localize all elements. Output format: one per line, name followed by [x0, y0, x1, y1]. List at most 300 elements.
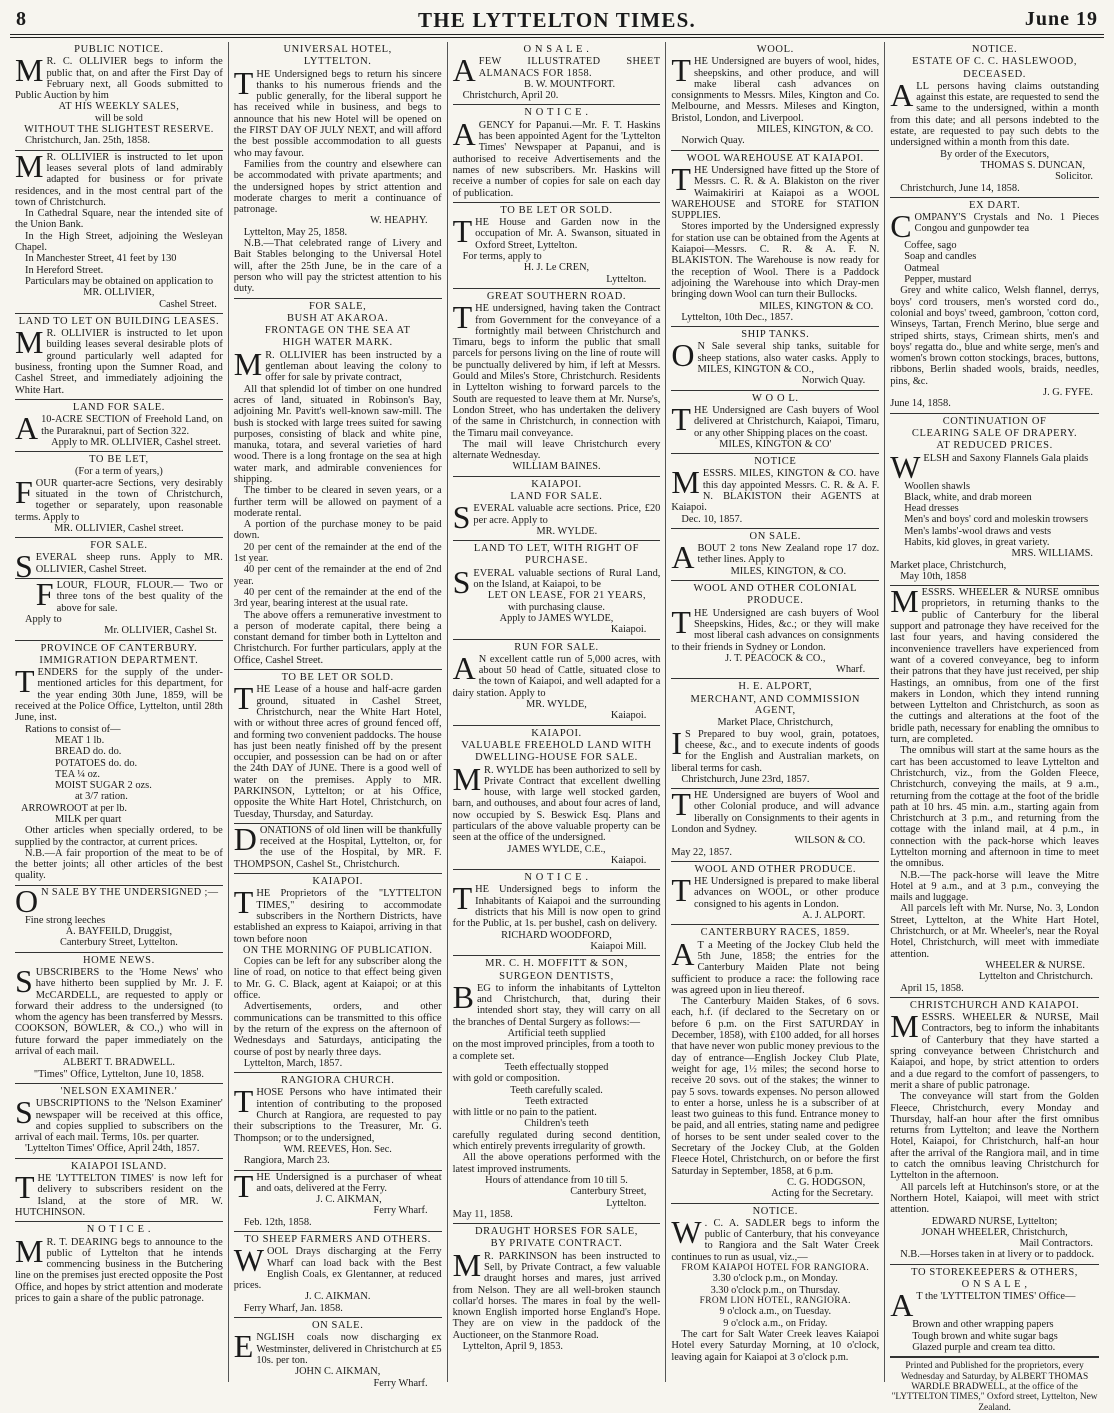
advert — [234, 874, 442, 1073]
advert — [15, 576, 223, 640]
advert-body: AGENCY for Papanui.—Mr. F. T. Haskins has been appointed Agent for the 'Lyttelton Times' Newspaper at Papanui, and is authorised to receive Advertisements and the names of new subscribers. Mr. Haskins will receive a number of copies for sale on each day of publication. — [452, 115, 661, 199]
advert-signature: Kaiapoi. — [610, 710, 647, 722]
list-item: POTATOES do. do. — [55, 757, 138, 769]
advert-heading: BUSH AT AKAROA. — [287, 312, 389, 324]
list-item: Habits, kid gloves, in great variety. — [904, 536, 1050, 548]
list-item: MOIST SUGAR 2 ozs. — [55, 780, 152, 792]
list-item: MEAT 1 lb. — [55, 734, 105, 746]
drop-cap: T — [671, 160, 691, 197]
advert-heading: KAIAPOI ISLAND. — [70, 1160, 167, 1172]
advert-body: O N SALE BY THE UNDERSIGNED ;— — [15, 882, 219, 919]
advert-line: Market place, Christchurch, — [890, 559, 1007, 571]
advert-heading: RANGIORA CHURCH. — [280, 1075, 395, 1087]
advert — [453, 1224, 661, 1355]
advert-signature: J. C. AIKMAN, — [316, 1194, 382, 1206]
advert-line: For terms, apply to — [462, 251, 542, 263]
advert-signature: EDWARD NURSE, Lyttelton; — [931, 1215, 1058, 1227]
advert-signature: Canterbury Street, Lyttelton. — [59, 937, 178, 949]
advert-line: with purchasing clause. — [508, 601, 605, 613]
drop-cap: W — [890, 448, 921, 485]
issue-date: June 19 — [1024, 8, 1098, 30]
drop-cap: T — [15, 1169, 35, 1206]
advert-body: O N Sale several ship tanks, suitable for sheep stations, also water casks. Apply to MILES, KINGTON & CO., — [671, 337, 880, 376]
advert-line: Stores imported by the Undersigned expressly for station use can be obtained from the Agents at Kaiapoi—Messrs. C. R. & A. F. N. BLAKISTON. The Warehouse is now ready for the reception of Wool. There is a Paddock adjoining the Warehouse into which Dray-men bringing down Wool can turn their Bullocks. — [671, 221, 880, 301]
advert-signature: RICHARD WOODFORD, — [501, 929, 612, 941]
advert-date: Dec. 10, 1857. — [681, 513, 743, 525]
drop-cap: T — [233, 1083, 254, 1120]
list-item: on the most improved principles, from a tooth to a complete set. — [452, 1039, 655, 1062]
columns — [10, 42, 1104, 1413]
drop-cap: M — [15, 147, 44, 184]
advert-body: W . C. A. SADLER begs to inform the public of Canterbury, that his conveyance to Rangiora and the Salt Water Creek continues to run as usual, viz.,— — [671, 1213, 880, 1263]
advert-heading: NOTICE. — [752, 1205, 798, 1217]
drop-cap: M — [890, 583, 919, 620]
advert-heading: AT REDUCED PRICES. — [936, 440, 1053, 452]
advert-body: FOUR quarter-acre Sections, very desirably situated in the town of Christchurch, together or separately, upon reasonable terms. Apply to — [15, 473, 223, 523]
advert-signature: Mr. OLLIVIER, Cashel St. — [104, 625, 217, 637]
advert — [233, 820, 442, 874]
advert-body: WELSH and Saxony Flannels Gala plaids — [890, 448, 1089, 485]
advert — [671, 42, 879, 151]
advert — [15, 452, 223, 538]
advert-heading: MERCHANT, AND COMMISSION AGENT, — [690, 693, 861, 717]
drop-cap: E — [233, 1328, 254, 1365]
advert — [453, 289, 661, 477]
goods-list — [890, 240, 1099, 285]
advert-body: DONATIONS of old linen will be thankfully received at the Hospital, Lyttelton, or, for the use of the Hospital, by MR. F. THOMPSON, Cashel St., Christchurch. — [233, 820, 442, 870]
advert — [671, 454, 879, 529]
advert-signature: Mail Contractors. — [1019, 1238, 1093, 1250]
advert-signature: Kaiapoi. — [610, 624, 647, 636]
advert-body: THE undersigned, having taken the Contract from Government for the conveyance of a fortnightly mail between Christchurch and Timaru, begs to inform the public that small parcels for persons living on the line of route will be punctually delivered by him, if left at Messrs. Gould and Miles's Store, Christchurch. Residents in Lyttelton wishing to forward parcels to the South are requested to leave them at Mr. Nurse's, London Street, who has undertaken the delivery of the same in Christchurch, in connection with the Timaru mail conveyance. — [452, 299, 661, 439]
advert-heading: N O T I C E . — [524, 872, 589, 884]
advert-line: Other articles when specially ordered, to be supplied by the contractor, at current prices. — [15, 825, 223, 848]
advert-body: M R. OLLIVIER is instructed to let upon building leases several desirable plots of ground particularly well adapted for business, fronting upon the Sumner Road, and Cashel Street, and immediately adjoining the White Hart. — [15, 324, 223, 396]
advert — [671, 786, 880, 862]
advert-heading: EX DART. — [968, 199, 1021, 211]
advert-heading: W O O L. — [751, 392, 799, 404]
drop-cap: F — [15, 473, 33, 510]
drop-cap: A — [671, 539, 695, 576]
advert-heading: IMMIGRATION DEPARTMENT. — [39, 654, 199, 666]
advert-body: SEVERAL sheep runs. Apply to MR. OLLIVIER, Cashel Street. — [15, 548, 223, 585]
advert-signature: Solicitor. — [1055, 171, 1093, 183]
advert — [15, 314, 223, 400]
drop-cap: M — [452, 760, 482, 797]
advert-signature: MR. OLLIVIER, — [83, 287, 155, 299]
advert — [15, 42, 223, 151]
advert-heading: 'NELSON EXAMINER.' — [60, 1085, 178, 1097]
advert-date: Christchurch, June 14, 1858. — [900, 182, 1020, 194]
advert-signature: WHEELER & NURSE. — [985, 959, 1085, 971]
advert — [15, 147, 223, 314]
drop-cap: F — [35, 576, 54, 613]
advert-body: SUBSCRIPTIONS to the 'Nelson Examiner' newspaper will be received at this office, and copies supplied to subscribers on the arrival of each mail. Terms, 10s. per quarter. — [15, 1094, 223, 1144]
advert-signature: Norwich Quay. — [681, 135, 745, 147]
drop-cap: W — [233, 1242, 264, 1279]
list-item: Tough brown and white sugar bags — [912, 1330, 1058, 1342]
advert-line: N.B.—A fair proportion of the meat to be of the better joints; all other articles of the best quality. — [15, 847, 223, 882]
advert-body: I S Prepared to buy wool, grain, potatoes, cheese, &c., and to execute indents of goods for the English and Australian markets, on liberal terms for cash. — [671, 724, 880, 774]
drop-cap: T — [15, 663, 35, 700]
drop-cap: A — [890, 76, 914, 113]
column-1 — [10, 42, 229, 1382]
advert-heading: WOOL AND OTHER COLONIAL — [693, 583, 858, 595]
list-item: Teeth extracted — [524, 1095, 588, 1107]
goods-list — [890, 1319, 1099, 1353]
list-item: at 3/7 ration. — [75, 791, 128, 803]
drop-cap: T — [671, 400, 691, 437]
advert-line: A portion of the purchase money to be paid down. — [233, 519, 442, 542]
advert — [15, 641, 223, 886]
advert — [234, 670, 442, 824]
advert-date: April 15, 1858. — [900, 982, 964, 994]
advert-date: Lyttelton, May 25, 1858. — [243, 226, 348, 238]
list-item: with gold or composition. — [452, 1073, 560, 1085]
advert-body: M R. T. DEARING begs to announce to the public of Lyttelton that he intends commencing business in the Butchering line on the premises just erected opposite the Post Office, and hopes by strict attention and moderate prices to gain a share of the public patronage. — [15, 1232, 223, 1304]
advert — [453, 726, 661, 871]
advert-heading: LAND FOR SALE. — [72, 401, 165, 413]
list-item: Children's teeth — [524, 1118, 589, 1130]
advert-signature: B. W. MOUNTFORT. — [524, 78, 616, 90]
advert — [453, 870, 661, 956]
advert-heading: TO BE LET OR SOLD. — [281, 672, 394, 684]
advert-line: The omnibus will start at the same hours as the cart has been accustomed to leave Lyttelton and Christchurch, viz., from the Golden Fleece, Christchurch, conveying the mails, at 9 a.m., returning from the cottage at the foot of the bridle path at 10 hrs. 45 min. a.m., starting again from Christchurch at 3 p.m., and returning from the cottage with the inland mail, at 4 p.m., in connection with the pack-horse which leaves Lyttelton morning and afternoon in time to meet the omnibus. — [890, 745, 1099, 870]
advert-body: TENDERS for the supply of the under-mentioned articles for this department, for the year ending 30th June, 1859, will be received at the Police Office, Lyttelton, until 28th June, inst. — [15, 663, 223, 724]
advert-heading: WOOL. — [756, 44, 794, 55]
ration-list — [15, 735, 223, 825]
drop-cap: W — [671, 1213, 702, 1250]
advert-date: May 11, 1858. — [452, 1208, 513, 1220]
list-item: Coffee, sago — [904, 240, 957, 252]
advert-body: WOOL Drays discharging at the Ferry Wharf can load back with the Best English Coals, ex Glentanner, at reduced prices. — [233, 1242, 442, 1292]
advert-line: ON THE MORNING OF PUBLICATION. — [242, 944, 433, 956]
drop-cap: M — [15, 52, 44, 89]
advert-line: By order of the Executors, — [940, 148, 1050, 160]
drop-cap: C — [890, 208, 912, 245]
advert-date: Feb. 12th, 1858. — [243, 1216, 312, 1228]
advert-body: A 10-ACRE SECTION of Freehold Land, on the Puraraknui, part of Section 322. — [15, 410, 223, 447]
advert-signature: C. G. HODGSON, — [786, 1176, 866, 1188]
advert-heading: TO BE LET OR SOLD. — [500, 204, 613, 216]
drop-cap: T — [671, 52, 691, 89]
advert-heading: O N S A L E . — [523, 44, 590, 55]
timetable-line: 3.30 o'clock p.m., on Thursday. — [710, 1284, 840, 1296]
advert-signature: MR. WYLDE, — [526, 699, 587, 711]
advert-signature: WM. REEVES, Hon. Sec. — [283, 1143, 392, 1155]
advert — [671, 925, 879, 1203]
list-item: Woollen shawls — [904, 480, 971, 492]
drop-cap: A — [671, 935, 695, 972]
list-item: TEA ¼ oz. — [55, 768, 101, 780]
advert-heading: ESTATE OF C. C. HASLEWOOD, — [912, 56, 1078, 68]
drop-cap: T — [452, 213, 473, 250]
advert-body: THOSE Persons who have intimated their intention of contributing to the proposed Church at Rangiora, are requested to pay their subscriptions to the Treasurer, Mr. G. Thompson; or to the undersigned, — [233, 1083, 442, 1144]
advert-body: THE Undersigned is prepared to make liberal advances on WOOL, or other produce consigned to his agents in London. — [671, 872, 880, 910]
advert — [453, 477, 661, 541]
advert-body: ENGLISH coals now discharging ex Westminster, delivered in Christchurch at £5 10s. per ton. — [233, 1328, 442, 1366]
advert-line: Rations to consist of— — [25, 723, 121, 735]
advert-heading: PROVINCE OF CANTERBURY. — [40, 642, 198, 654]
advert — [890, 583, 1099, 998]
advert — [453, 640, 661, 726]
list-item: Head dresses — [904, 503, 959, 515]
advert-heading: ON SALE. — [749, 530, 802, 542]
advert-heading: PUBLIC NOTICE. — [74, 44, 164, 55]
advert-heading: TO SHEEP FARMERS AND OTHERS. — [244, 1233, 432, 1245]
advert-signature: MR. WYLDE. — [536, 525, 598, 537]
advert-heading: NOTICE — [754, 456, 797, 468]
page-number: 8 — [16, 8, 26, 30]
advert-body: THE House and Garden now in the occupation of Mr. A. Swanson, situated in Oxford Street, Lyttelton. — [452, 213, 661, 251]
drop-cap: S — [452, 563, 471, 600]
advert — [671, 327, 879, 390]
advert — [671, 862, 879, 925]
advert-line: Hours of attendance from 10 till 5. — [485, 1174, 628, 1186]
advert-heading: MR. C. H. MOFFITT & SON, — [485, 958, 628, 970]
advert-line: Particulars may be obtained on application to — [25, 275, 214, 287]
advert-body: AFEW ILLUSTRATED SHEET ALMANACS FOR 1858. — [452, 52, 661, 89]
advert-date: Christchurch, Jan. 25th, 1858. — [25, 135, 150, 147]
timetable-line: 9 o'clock a.m., on Friday. — [723, 1317, 828, 1329]
advert — [234, 299, 442, 671]
advert-body: THE Lease of a house and half-acre garden ground, situated in Cashel Street, Christchurch, near the White Hart Hotel, with or without three acres of ground fenced off, and forming two convenient paddocks. The house has just been neatly finished off by the present occupier, and possession can be had on or after the 24th DAY of JUNE. There is a good well of water on the premises. Apply to MR. PARKINSON, Lyttelton; or at his Office, opposite the White Hart Hotel, Christchurch, on Tuesday, Thursday, and Saturday. — [233, 680, 442, 820]
advert-line: All parcels left at Hutchinson's store, or at the Northern Hotel, Kaiapoi, will meet with strict attention. — [890, 1181, 1099, 1216]
advert-body: COMPANY'S Crystals and No. 1 Pieces Congou and gunpowder tea — [890, 208, 1099, 245]
drop-cap: A — [452, 649, 476, 686]
advert-heading: SHIP TANKS. — [741, 329, 810, 341]
advert — [234, 42, 442, 299]
advert-date: May 22, 1857. — [671, 846, 732, 858]
advert-line: LET ON LEASE, FOR 21 YEARS, — [487, 590, 646, 602]
advert-heading: PRODUCE. — [747, 595, 804, 607]
advert-heading: H. E. ALPORT, — [738, 681, 813, 693]
drop-cap: M — [890, 1008, 919, 1045]
advert-signature: Norwich Quay. — [801, 375, 866, 387]
advert — [15, 538, 223, 585]
drop-cap: A — [452, 115, 476, 152]
advert-body: M R. C. OLLIVIER begs to inform the public that, on and after the First Day of February next, all Goods submitted to Public Auction by him — [15, 52, 223, 102]
advert-heading: RUN FOR SALE. — [514, 641, 599, 653]
advert-signature: Lyttelton and Christchurch. — [978, 971, 1093, 983]
advert-signature: Ferry Wharf. — [373, 1205, 428, 1217]
advert-signature: Acting for the Secretary. — [771, 1188, 874, 1200]
advert-line: 40 per cent of the remainder at the end of 2nd year. — [233, 564, 442, 587]
list-item: Pepper, mustard — [904, 274, 972, 286]
advert-signature: Cashel Street. — [159, 298, 217, 310]
advert-heading: SURGEON DENTISTS, — [499, 970, 614, 982]
drop-cap: T — [233, 64, 254, 101]
advert-heading: NOTICE. — [971, 44, 1018, 55]
advert — [671, 151, 879, 327]
advert — [453, 541, 661, 639]
advert — [453, 105, 661, 202]
advert-signature: JAMES WYLDE, C.E., — [507, 843, 606, 855]
drop-cap: T — [671, 603, 691, 640]
advert-line: 20 per cent of the remainder at the end of the 1st year. — [233, 541, 442, 565]
advert — [15, 1222, 223, 1307]
advert-line: The timber to be cleared in seven years, or a further term will be allowed on payment of a moderate rental. — [233, 485, 442, 519]
advert-heading: CLEARING SALE OF DRAPERY. — [911, 427, 1078, 439]
advert-signature: MILES, KINGTON, & CO. — [756, 124, 874, 136]
advert-line: In Manchester Street, 41 feet by 130 — [25, 253, 177, 265]
advert-signature: MILES, KINGTON & CO' — [719, 438, 832, 450]
advert — [453, 956, 661, 1224]
advert-subheading: (For a term of years,) — [75, 466, 163, 478]
column-5 — [885, 42, 1104, 1413]
advert-heading: CANTERBURY RACES, 1859. — [700, 927, 850, 939]
list-item: MILK per quart — [55, 814, 122, 825]
list-item: Soap and candles — [904, 251, 977, 263]
advert-date: Lyttelton, March, 1857. — [243, 1057, 343, 1069]
advert-line: All that splendid lot of timber on one hundred acres of land, situated in Robinson's Bay, adjoining Mr. Pavitt's well-known saw-mill. The bush is stocked with large trees suited for sawing purposes, consisting of black and white pine, manuka, totara, and several varieties of hard wood. There is a long frontage on the sea at high water mark, and admirable conveniences for shipping. — [233, 383, 442, 485]
advert-line: The conveyance will start from the Golden Fleece, Christchurch, every Monday and Thursday, half-an hour after the first omnibus returns from Lyttelton; and leave the Northern Hotel, Kaiapoi, for Christchurch, half-an hour after the arrival of the Rangiora mail, and in time to catch the omnibus leaving Christchurch for Lyttelton in the afternoon. — [890, 1091, 1099, 1182]
advert-signature: THOMAS S. DUNCAN, — [980, 159, 1085, 171]
timetable-heading: FROM LION HOTEL, RANGIORA. — [699, 1295, 851, 1306]
advert-signature: Kaiapoi Mill. — [590, 940, 647, 952]
advert-body: THE Undersigned are cash buyers of Wool Sheepskins, Hides, &c.; or they will make most liberal cash advances on consignments to their friends in Sydney or London. — [671, 603, 880, 653]
advert-date: Rangiora, March 23. — [243, 1155, 330, 1167]
advert — [233, 1167, 442, 1232]
drop-cap: M — [452, 1246, 482, 1283]
advert-heading: LAND TO LET ON BUILDING LEASES. — [18, 315, 220, 327]
drop-cap: T — [671, 786, 691, 823]
advert-heading: FOR SALE. — [90, 540, 148, 552]
advert — [15, 1159, 223, 1222]
advert-body: MESSRS. WHEELER & NURSE omnibus proprietors, in returning thanks to the public of Canterbury for the liberal support and patronage they have received for the last four years, and having considered the inconvenience travellers have experienced from want of a covered conveyance, beg to inform their patrons that they have just received, per ship Hastings, an omnibus, from one of the first makers in London, which they intend running between Lyttelton and Christchurch, as soon as the cuttings and alterations at the foot of the bridle path, necessary for enabling the omnibus to turn, are completed. — [890, 583, 1099, 746]
advert-line: The Canterbury Maiden Stakes, of 6 sovs. each, h.f. (if declared to the Secretary on or before 6 p.m. on the First SATURDAY in December, 1858), with £100 added, for all horses that have never won public money previous to the day of entrance—English Jockey Club Plate, weight for age, 1½ miles; the second horse to receive 20 sovs. out of the stakes; the winner to pay 5 sovs. towards expenses. No person allowed to enter a horse, unless he is a subscriber of at least two guineas to this fund. Entrance money to be paid, and all entries, stating name and pedigree of horses to be sent under sealed cover to the Secretary of the Jockey Club, at the Golden Fleece Hotel, Christchurch, on or before the first Saturday in September, 1858, at 6 p.m. — [671, 996, 880, 1177]
column-2 — [229, 42, 448, 1389]
advert-body: THE Undersigned have fitted up the Store of Messrs. C. R. & A. Blakiston on the river Waimakiriri at Kaiapoi as a WOOL WAREHOUSE and STORE for STATION SUPPLIES. — [671, 160, 880, 222]
drop-cap: M — [233, 345, 263, 382]
advert-signature: WILSON & CO. — [794, 835, 866, 847]
advert-body: THE Undersigned are buyers of Wool and other Colonial produce, and will advance liberally on Consignments to their agents in London and Sydney. — [671, 786, 880, 835]
list-item: Black, white, and drab moreen — [904, 491, 1032, 503]
advert-heading: DECEASED. — [963, 68, 1027, 80]
advert-heading: TO STOREKEEPERS & OTHERS, — [911, 1266, 1079, 1278]
advert-heading: CONTINUATION OF — [942, 415, 1047, 427]
advert-line: N.B.—The pack-horse will leave the Mitre Hotel at 9 a.m., and at 3 p.m., conveying the mails and luggage. — [890, 869, 1099, 904]
advert — [15, 953, 223, 1084]
advert-body: ABOUT 2 tons New Zealand rope 17 doz. tether lines. Apply to — [671, 539, 880, 576]
advert-signature: Kaiapoi. — [610, 854, 647, 866]
advert-signature: J. C. AIKMAN. — [304, 1291, 371, 1303]
advert-body: SEVERAL valuable acre sections. Price, £20 per acre. Apply to — [452, 499, 661, 536]
advert-line: Apply to MR. OLLIVIER, Cashel street. — [51, 436, 221, 448]
advert-heading: KAIAPOI. — [531, 727, 582, 739]
advert-body: THE Undersigned begs to inform the Inhabitants of Kaiapoi and the surrounding districts that his Mill is now open to grind for the Public, at 1s. per bushel, cash on delivery. — [452, 880, 661, 930]
advert — [453, 42, 661, 105]
newspaper-title: THE LYTTELTON TIMES. — [418, 8, 696, 32]
advert-body: M R. OLLIVIER is instructed to let upon leases several plots of land admirably adapted for business or for private residences, and in the most central part of the town of Christchurch. — [15, 147, 223, 208]
advert-body: MESSRS. WHEELER & NURSE, Mail Contractors, beg to inform the inhabitants of Canterbury that they have started a spring conveyance between Christchurch and Kaiapoi, and hope, by strict attention to orders and a due regard to the comfort of passengers, to merit a share of public patronage. — [890, 1008, 1099, 1091]
drop-cap: T — [452, 299, 473, 336]
list-item: Men's lambs'-wool draws and vests — [904, 525, 1052, 537]
advert-date: 'Lyttelton Times' Office, April 24th, 1857. — [25, 1143, 200, 1155]
advert-line: Copies can be left for any subscriber along the line of road, on notice to that effect being given to Mr. G. C. Black, agent at Kaiapoi; or at this office. — [233, 956, 442, 1002]
advert-line: Families from the country and elsewhere can be accommodated with private apartments; and the undersigned hopes by strict attention and moderate charges to merit a continuance of patronage. — [233, 158, 442, 216]
advert — [15, 400, 223, 452]
masthead-rule — [10, 34, 1104, 38]
advert — [890, 42, 1099, 198]
advert-date: Lyttelton, April 9, 1853. — [462, 1341, 564, 1353]
advert-body: SUBSCRIBERS to the 'Home News' who have hitherto been supplied by Mr. J. F. McCARDELL, are requested to apply or forward their address to the undersigned (to whom the agency has been transferred by Messrs. COOKSON, BOWLER, & CO.,) who will in future forward the paper immediately on the arrival of each mail. — [15, 962, 223, 1058]
advert-line: The above offers a remunerative investment to a person of moderate capital, there being a constant demand for timber both in Lyttelton and Christchurch. For further particulars, apply at the Office, Cashel Street. — [233, 609, 442, 666]
advert-signature: Wharf. — [836, 664, 866, 676]
list-item: Oatmeal — [904, 262, 940, 274]
advert — [890, 414, 1099, 587]
advert-line: In Cathedral Square, near the intended site of the Union Bank. — [15, 208, 223, 231]
advert-date: Lyttelton, 10th Dec., 1857. — [681, 311, 794, 323]
advert-heading: LAND TO LET, WITH RIGHT OF — [473, 543, 640, 555]
advert-line: N.B.—Horses taken in at livery or to paddock. — [900, 1249, 1095, 1261]
timetable-heading: FROM KAIAPOI HOTEL FOR RANGIORA. — [681, 1262, 870, 1273]
advert-heading: GREAT SOUTHERN ROAD. — [486, 290, 627, 302]
advert-line: The mail will leave Christchurch every alternate Wednesday. — [452, 438, 661, 462]
timetable-line: 3.30 o'clock p.m., on Monday. — [712, 1273, 838, 1285]
drop-cap: T — [233, 680, 254, 717]
advert-signature: ALBERT T. BRADWELL. — [62, 1057, 175, 1069]
advert-heading: VALUABLE FREEHOLD LAND WITH — [461, 739, 652, 751]
advert-heading: KAIAPOI. — [312, 876, 363, 888]
advert-heading: ON SALE. — [311, 1320, 364, 1332]
advert-body: M R. PARKINSON has been instructed to Sell, by Private Contract, a few valuable draught horses and mares, just arrived from Nelson. They are all well-broken staunch collar'd horses. The mares in foal by the well-known English imported horse England's Hope. They are on view in the paddock of the Auctioneer, on the Stanmore Road. — [452, 1246, 661, 1341]
advert-date: Ferry Wharf, Jan. 1858. — [243, 1302, 343, 1314]
advert — [671, 1204, 879, 1366]
list-item: Teeth effectually stopped — [504, 1061, 609, 1073]
advert-heading: FOR SALE, — [309, 300, 367, 312]
advert-line: Apply to — [25, 613, 62, 625]
advert-line: WITHOUT THE SLIGHTEST RESERVE. — [24, 124, 214, 136]
advert-signature: JONAH WHEELER, Christchurch, — [921, 1226, 1068, 1238]
advert-body: FLOUR, FLOUR, FLOUR.— Two or three tons of the best quality of the above for sale. — [35, 576, 223, 614]
advert-body: THE Undersigned are Cash buyers of Wool delivered at Christchurch, Kaiapoi, Timaru, or any other Shipping places on the coast. — [671, 400, 880, 439]
advert-signature: J. G. FYFE. — [1043, 387, 1093, 399]
list-item: Men's and boys' cord and moleskin trowsers — [904, 514, 1089, 526]
drop-cap: O — [15, 882, 39, 919]
advert — [15, 882, 223, 953]
advert-signature: A. BAYFEILD, Druggist, — [65, 926, 173, 938]
advert-line: will be sold — [94, 112, 143, 124]
advert-signature: W. HEAPHY. — [370, 215, 428, 227]
drop-cap: I — [671, 724, 683, 761]
advert — [671, 581, 879, 679]
drop-cap: S — [15, 1094, 33, 1131]
advert-line: Apply to JAMES WYLDE, — [499, 612, 614, 624]
advert-signature: Ferry Wharf. — [373, 1377, 428, 1389]
advert-heading: HIGH WATER MARK. — [282, 337, 393, 349]
advert-subheading: Market Place, Christchurch, — [717, 717, 834, 729]
advert-body: A N excellent cattle run of 5,000 acres, with about 50 head of Cattle, situated close to the town of Kaiapoi, and well adapted for a dairy station. Apply to — [452, 649, 661, 699]
advert-signature: MILES, KINGTON, & CO. — [730, 565, 847, 577]
advert-heading: LAND FOR SALE. — [510, 490, 603, 502]
advert-body: SEVERAL valuable sections of Rural Land, on the Island, at Kaiapoi, to be — [452, 563, 661, 600]
advert — [890, 1265, 1099, 1357]
list-item: BREAD do. do. — [55, 746, 122, 758]
drop-cap: D — [233, 820, 257, 857]
advert-line: In Hereford Street. — [25, 264, 104, 276]
advert-heading: TO BE LET, — [89, 454, 149, 466]
advert-signature: MR. OLLIVIER, Cashel street. — [54, 522, 184, 534]
advert-heading: LYTTELTON. — [303, 56, 372, 68]
advert-heading: PURCHASE. — [525, 555, 588, 567]
drop-cap: T — [233, 1167, 254, 1204]
advert-body: ALL persons having claims outstanding against this estate, are requested to send the same to the undersigned, within a month from this date; and all persons indebted to the estate, are requested to pay such debts to the undersigned within a month from this date. — [890, 76, 1099, 149]
advert — [234, 1073, 442, 1170]
advert — [671, 679, 879, 789]
advert-body: M R. OLLIVIER has been instructed by a gentleman about leaving the colony to offer for sale by private contract, — [233, 345, 442, 384]
advert — [234, 1232, 442, 1318]
